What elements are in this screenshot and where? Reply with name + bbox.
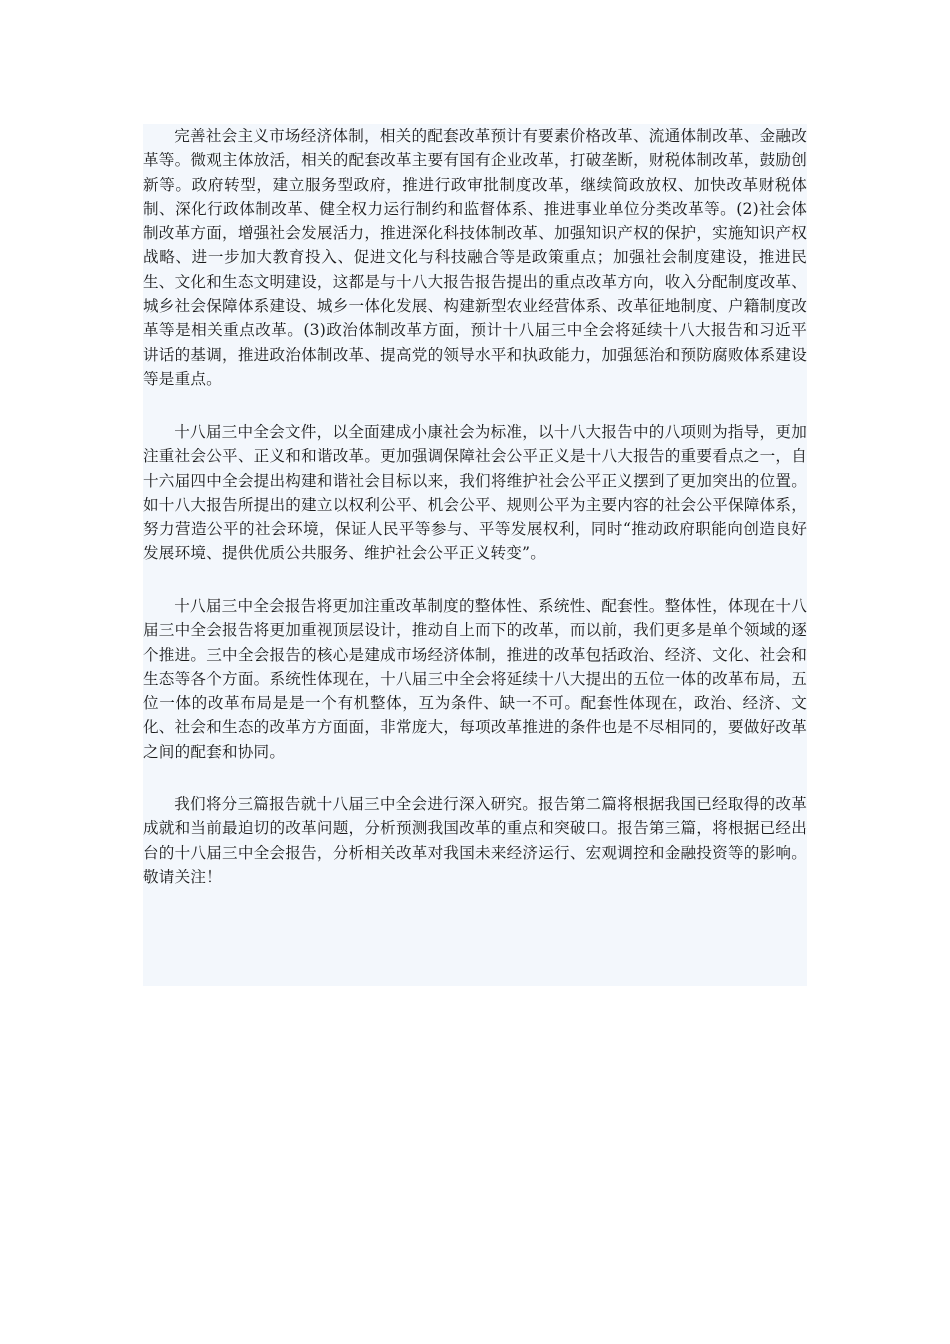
paragraph-social-fairness: 十八届三中全会文件，以全面建成小康社会为标准，以十八大报告中的八项则为指导，更加注重社会公平、正义和和谐改革。更加强调保障社会公平正义是十八大报告的重要看点之一，自十六届四中全会提出构建和谐社会目标以来，我们将维护社会公平正义摆到了更加突出的位置。如十八大报告所提出的建立以权利公平、机会公平、规则公平为主要内容的社会公平保障体系，努力营造公平的社会环境，保证人民平等参与、平等发展权利，同时“推动政府职能向创造良好发展环境、提供优质公共服务、维护社会公平正义转变”。 xyxy=(143,423,807,563)
content-block xyxy=(143,124,807,986)
paragraph-economic-reform: 完善社会主义市场经济体制，相关的配套改革预计有要素价格改革、流通体制改革、金融改革等。微观主体放活，相关的配套改革主要有国有企业改革，打破垄断，财税体制改革，鼓励创新等。政府转型，建立服务型政府，推进行政审批制度改革，继续简政放权、加快改革财税体制、深化行政体制改革、健全权力运行制约和监督体系、推进事业单位分类改革等。(2)社会体制改革方面，增强社会发展活力，推进深化科技体制改革、加强知识产权的保护，实施知识产权战略、进一步加大教育投入、促进文化与科技融合等是政策重点；加强社会制度建设，推进民生、文化和生态文明建设，这都是与十八大报告报告提出的重点改革方向，收入分配制度改革、城乡社会保障体系建设、城乡一体化发展、构建新型农业经营体系、改革征地制度、户籍制度改革等是相关重点改革。(3)政治体制改革方面，预计十八届三中全会将延续十八大报告和习近平讲话的基调，推进政治体制改革、提高党的领导水平和执政能力，加强惩治和预防腐败体系建设等是重点。 xyxy=(143,127,807,388)
paragraph-reform-integrity: 十八届三中全会报告将更加注重改革制度的整体性、系统性、配套性。整体性，体现在十八届三中全会报告将更加重视顶层设计，推动自上而下的改革，而以前，我们更多是单个领域的逐个推进。三中全会报告的核心是建成市场经济体制，推进的改革包括政治、经济、文化、社会和生态等各个方面。系统性体现在，十八届三中全会将延续十八大提出的五位一体的改革布局，五位一体的改革布局是是一个有机整体，互为条件、缺一不可。配套性体现在，政治、经济、文化、社会和生态的改革方方面面，非常庞大，每项改革推进的条件也是不尽相同的，要做好改革之间的配套和协同。 xyxy=(143,597,807,761)
paragraph-series-notice: 我们将分三篇报告就十八届三中全会进行深入研究。报告第二篇将根据我国已经取得的改革成就和当前最迫切的改革问题，分析预测我国改革的重点和突破口。报告第三篇，将根据已经出台的十八届三中全会报告，分析相关改革对我国未来经济运行、宏观调控和金融投资等的影响。敬请关注！ xyxy=(143,795,807,886)
